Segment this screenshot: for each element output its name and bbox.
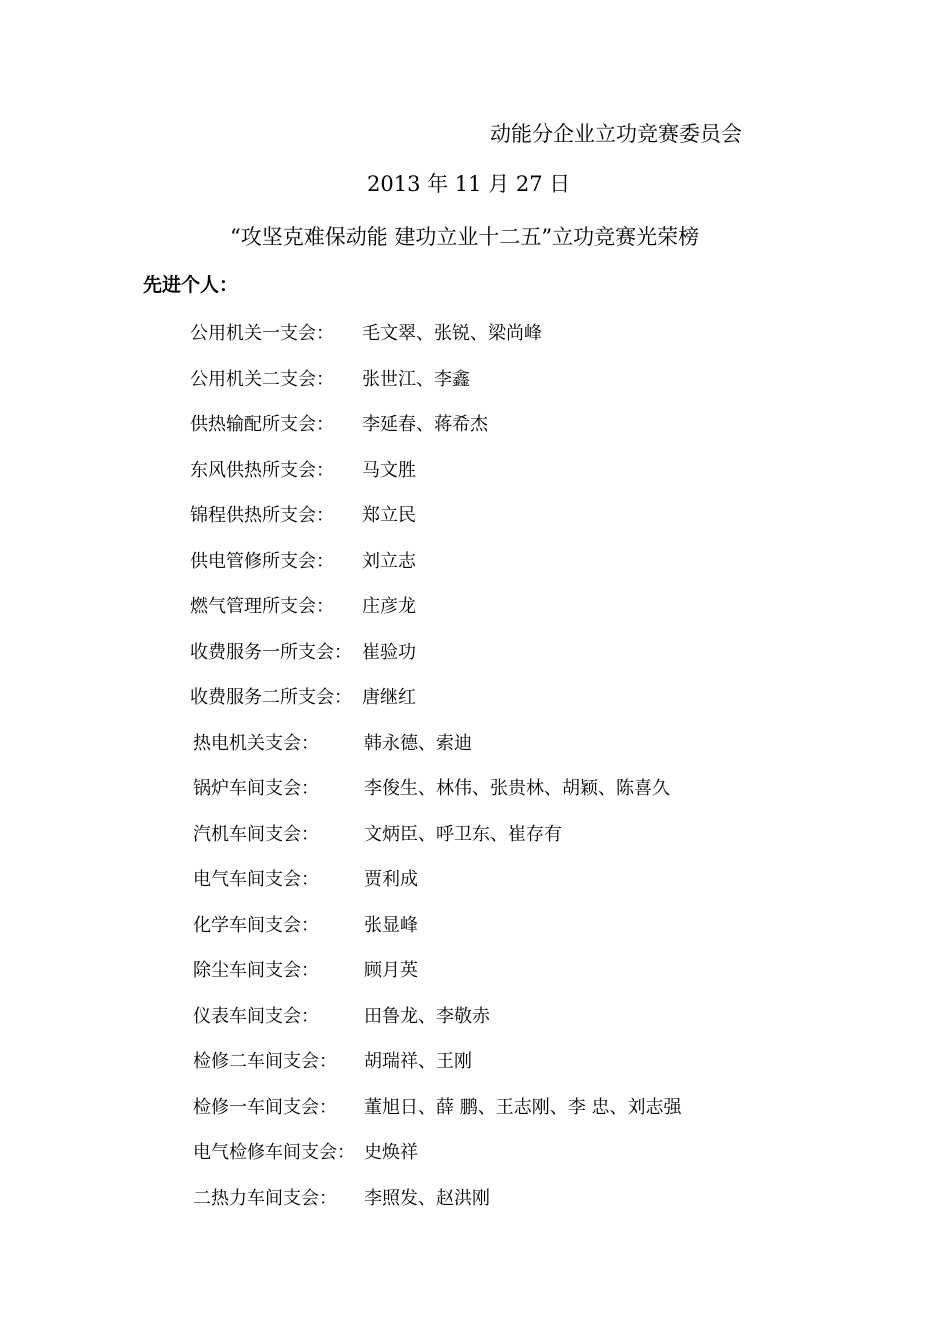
honoree-names: 崔验功 [362,642,416,663]
branch-name: 供热输配所支会： [190,414,334,435]
honoree-names: 李照发、赵洪刚 [364,1188,490,1209]
honoree-names: 庄彦龙 [362,596,416,617]
honoree-names: 郑立民 [362,505,416,526]
honoree-names: 马文胜 [362,460,416,481]
honoree-names: 贾利成 [364,869,418,890]
honoree-names: 胡瑞祥、王刚 [364,1051,472,1072]
branch-name: 东风供热所支会： [190,460,334,481]
branch-name: 燃气管理所支会： [190,596,334,617]
branch-name: 锅炉车间支会： [193,778,319,799]
honoree-names: 毛文翠、张锐、梁尚峰 [362,323,542,344]
honoree-names: 张世江、李鑫 [362,369,470,390]
honoree-names: 田鲁龙、李敬赤 [364,1006,490,1027]
branch-name: 收费服务二所支会： [190,687,352,708]
branch-name: 检修二车间支会： [193,1051,337,1072]
branch-name: 公用机关一支会： [190,323,334,344]
branch-name: 仪表车间支会： [193,1006,319,1027]
document-title: “攻坚克难保动能 建功立业十二五”立功竞赛光荣榜 [230,225,700,249]
branch-name: 公用机关二支会： [190,369,334,390]
branch-name: 检修一车间支会： [193,1097,337,1118]
branch-name: 二热力车间支会： [193,1188,337,1209]
branch-name: 电气车间支会： [193,869,319,890]
branch-name: 供电管修所支会： [190,551,334,572]
branch-name: 热电机关支会： [193,733,319,754]
honoree-names: 董旭日、薛 鹏、王志刚、李 忠、刘志强 [364,1097,682,1118]
document-date: 2013 年 11 月 27 日 [367,172,571,196]
branch-name: 汽机车间支会： [193,824,319,845]
honoree-names: 李俊生、林伟、张贵林、胡颖、陈喜久 [364,778,670,799]
organization-name: 动能分企业立功竞赛委员会 [490,122,742,146]
branch-name: 化学车间支会： [193,915,319,936]
honoree-names: 张显峰 [364,915,418,936]
branch-name: 电气检修车间支会： [193,1142,355,1163]
honoree-names: 李延春、蒋希杰 [362,414,488,435]
section-heading: 先进个人： [143,274,239,296]
honoree-names: 顾月英 [364,960,418,981]
honoree-names: 刘立志 [362,551,416,572]
branch-name: 除尘车间支会： [193,960,319,981]
honoree-names: 史焕祥 [364,1142,418,1163]
honoree-names: 韩永德、索迪 [364,733,472,754]
branch-name: 锦程供热所支会： [190,505,334,526]
honoree-names: 唐继红 [362,687,416,708]
honoree-names: 文炳臣、呼卫东、崔存有 [364,824,562,845]
branch-name: 收费服务一所支会： [190,642,352,663]
